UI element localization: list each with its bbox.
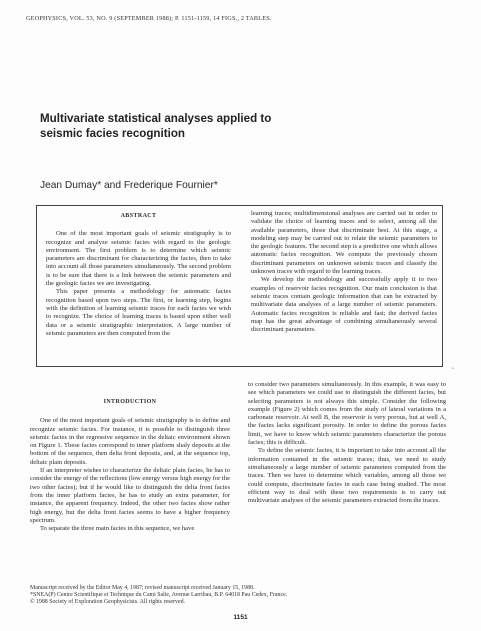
abstract-paragraph: One of the most important goals of seismic stratigraphy is to recognize and analyze seismic facies with regard to the geologic environment. The first problem is to determine which seismic parameters are discriminant for characterizing the facies, then to take into account all those parameters simultaneously. The second problem is to be sure that there is a link between the seismic parameters and the geologic facies we are investigating. [46, 230, 231, 288]
body-paragraph: To separate the three main facies in this sequence, we have [40, 525, 195, 533]
footnote: Manuscript received by the Editor May 4, 1987; revised manuscript received January 15, 1988. [30, 585, 255, 591]
abstract-right-column [251, 210, 437, 334]
margin-mark: • [452, 367, 454, 372]
journal-header: GEOPHYSICS, VOL. 53, NO. 9 (SEPTEMBER 1988); P. 1151-1159, 14 FIGS., 2 TABLES. [26, 15, 272, 22]
abstract-box [36, 205, 443, 367]
abstract-paragraph: This paper presents a methodology for automatic facies recognition based upon two steps. The first, or learning step, begins with the definition of learning seismic traces for each facies we wish to recognize. The choice of learning traces is based upon either well data or a seismic stratigraphic interpretation. A large number of seismic parameters are then computed from the [46, 288, 231, 337]
abstract-paragraph: learning traces; multidimensional analyses are carried out in order to validate the choice of learning traces and to select, among all the available parameters, those that discriminate best. At this stage, a modeling step may be carried out to relate the seismic parameters to the geologic features. The second step is a predictive one which allows automatic facies recognition. We compute the previously chosen discriminant parameters on unknown seismic traces and classify the unknown traces with regard to the learning traces. [251, 210, 437, 276]
authors: Jean Dumay* and Frederique Fournier* [40, 180, 218, 191]
title-line: seismic facies recognition [40, 127, 185, 140]
title-line: Multivariate statistical analyses applied to [40, 112, 272, 125]
body-paragraph: One of the most important goals of seismic stratigraphy is to define and recognize seismic facies. For instance, it is possible to distinguish three seismic facies in the regressive sequence in the deltaic environment shown on Figure 1. These facies correspond to inner platform shaly deposits at the bottom of the sequence, then delta front deposits, and, at the sequence top, deltaic plain deposits. [30, 417, 230, 466]
footnote: © 1988 Society of Exploration Geophysicists. All rights reserved. [30, 599, 185, 606]
page-number: 1151 [233, 614, 248, 621]
footnote: *SNEA(P) Centre Scientifique et Technique du Cami Salie, Avenue Larribau, B.P. 64018 Pau Cedex, France. [30, 592, 288, 599]
paper-title [40, 111, 440, 141]
body-paragraph: to consider two parameters simultaneously. In this example, it was easy to see which parameters we could use to distinguish the different facies, but selecting parameters is not always this simple. Consider the following example (Figure 2) which comes from the study of lateral variations in a carbonate reservoir. At well B, the reservoir is very porous, but at well A, the facies lacks significant porosity. In order to define the porous facies limit, we have to know which seismic parameters characterize the porous facies; this is difficult. [248, 381, 446, 447]
abstract-left-column [46, 210, 231, 338]
introduction-left-column [30, 398, 230, 533]
body-paragraph: To define the seismic facies, it is important to take into account all the information contained in the seismic traces; thus, we need to study simultaneously a large number of seismic parameters computed from the traces. Then we have to determine which variables, among all those we could compute, discriminate facies in each case being studied. The most efficient way to deal with these two requirements is to carry out multivariate analyses of the seismic parameters extracted from the traces. [248, 447, 446, 505]
footnotes [30, 585, 450, 607]
abstract-paragraph: We develop the methodology and successfully apply it to two examples of reservoir facies recognition. Our main conclusion is that seismic traces contain geologic information that can be extracted by multivariate data analyses of a large number of seismic parameters. Automatic facies recognition is reliable and fast; the derived facies map has the great advantage of combining simultaneously several discriminant parameters. [251, 276, 437, 334]
abstract-heading: ABSTRACT [120, 213, 157, 219]
introduction-heading: INTRODUCTION [103, 399, 157, 405]
body-paragraph: If an interpreter wishes to characterize the deltaic plain facies, he has to consider the energy of the reflections (low energy versus high energy for the two other facies); but if he would like to distinguish the delta front facies from the inner platform facies, he has to study an extra parameter, for instance, the apparent frequency. Indeed, the other two facies show rather high energy, but the delta front facies seems to have a higher frequency spectrum. [30, 467, 230, 524]
introduction-right-column [248, 381, 446, 505]
